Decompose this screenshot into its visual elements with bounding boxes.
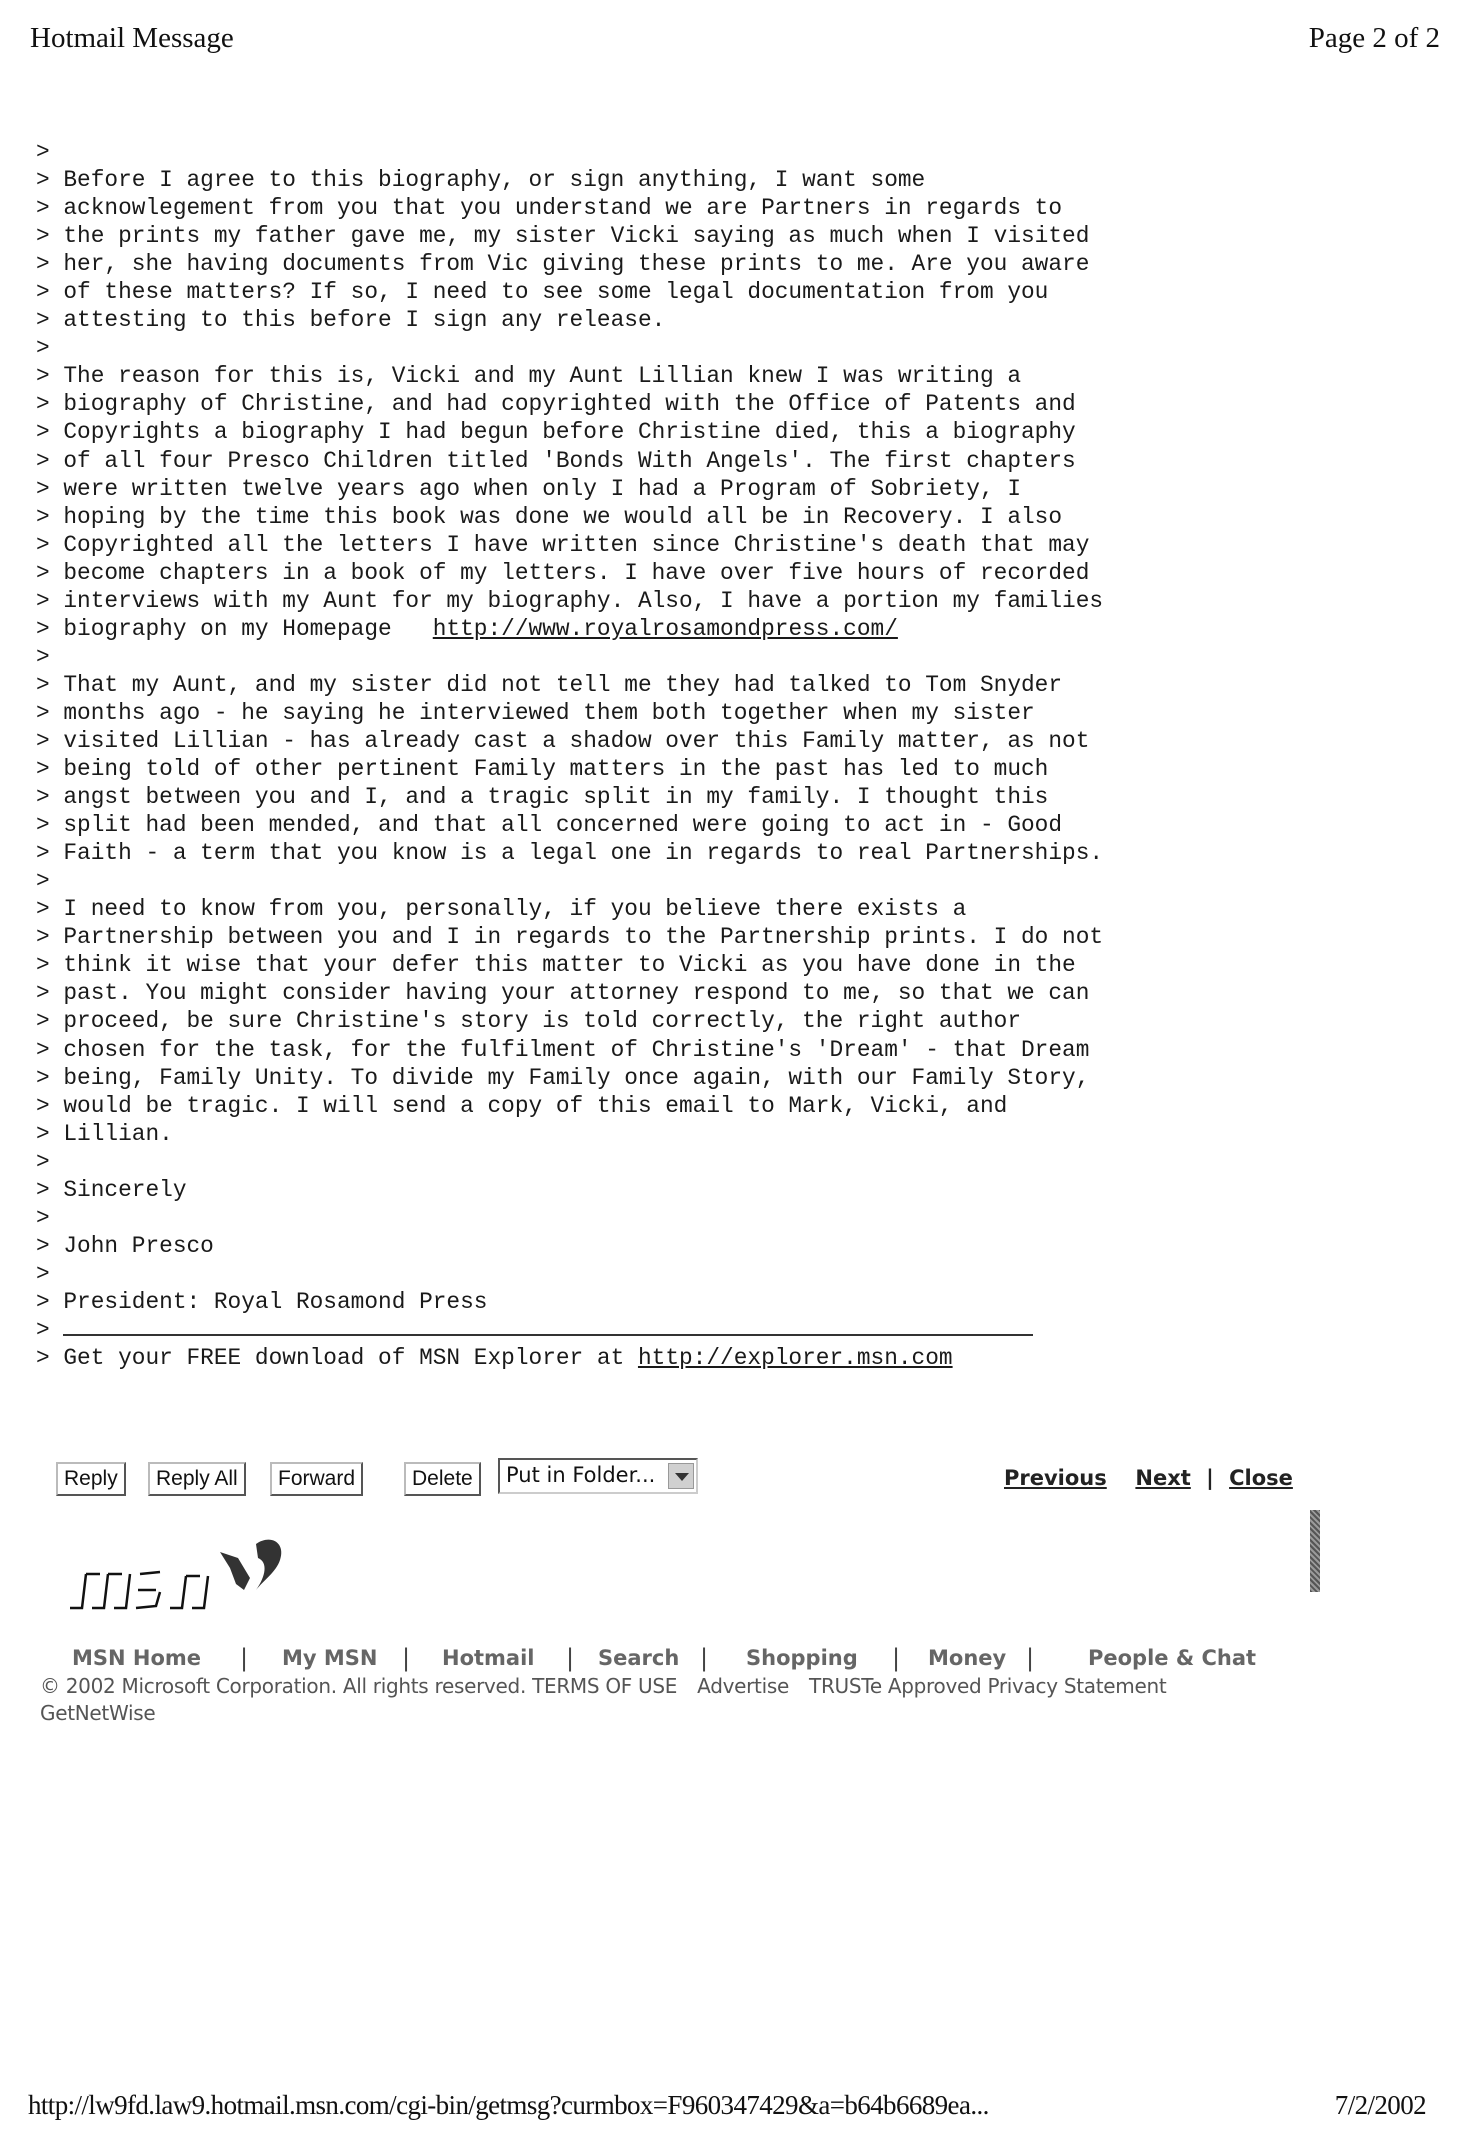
quote-marker: >	[36, 784, 64, 811]
msn-logo-icon	[60, 1530, 310, 1620]
delete-button[interactable]: Delete	[404, 1462, 481, 1496]
quoted-line	[36, 447, 1236, 475]
quote-marker: >	[36, 1008, 64, 1035]
quote-marker: >	[36, 896, 64, 923]
dropdown-arrow-icon[interactable]	[668, 1463, 694, 1489]
quote-marker: >	[36, 139, 64, 165]
quoted-line	[36, 1260, 1236, 1288]
quoted-line	[36, 559, 1236, 587]
message-nav	[1004, 1466, 1293, 1490]
scrollbar-fragment	[1310, 1510, 1320, 1592]
quoted-line	[36, 1036, 1236, 1064]
footer-link-people-chat[interactable]: People & Chat	[1088, 1646, 1257, 1670]
quoted-line	[36, 531, 1236, 559]
quote-marker: >	[36, 812, 64, 839]
line-text: I need to know from you, personally, if you believe there exists a	[63, 896, 967, 923]
quoted-line	[36, 390, 1236, 418]
line-text: chosen for the task, for the fulfilment of Christine's 'Dream' - that Dream	[63, 1036, 1090, 1063]
line-text: Before I agree to this biography, or sign anything, I want some	[63, 167, 926, 194]
print-header	[30, 22, 1440, 62]
quoted-line	[36, 923, 1236, 951]
quoted-line	[36, 1064, 1236, 1092]
quote-marker: >	[36, 868, 64, 895]
line-text: think it wise that your defer this matter to Vicki as you have done in the	[63, 952, 1076, 979]
quoted-line	[36, 250, 1236, 278]
quoted-line	[36, 1007, 1236, 1035]
line-text: of all four Presco Children titled 'Bonds With Angels'. The first chapters	[63, 447, 1076, 474]
line-text: being told of other pertinent Family matters in the past has led to much	[63, 756, 1049, 783]
quoted-line	[36, 1232, 1236, 1260]
quoted-line	[36, 839, 1236, 867]
line-text: biography of Christine, and had copyrighted with the Office of Patents and	[63, 391, 1076, 418]
quote-marker: >	[36, 727, 64, 754]
quote-marker: >	[36, 1148, 64, 1175]
quote-marker: >	[36, 1204, 64, 1231]
quote-marker: >	[36, 1232, 64, 1259]
quote-marker: >	[36, 195, 64, 222]
quoted-line	[36, 334, 1236, 362]
reply-all-button[interactable]: Reply All	[148, 1462, 246, 1496]
nav-separator: |	[1206, 1466, 1214, 1490]
quote-marker: >	[36, 531, 64, 558]
footer-link-search[interactable]: Search	[598, 1646, 680, 1670]
line-text: angst between you and I, and a tragic split in my family. I thought this	[63, 784, 1049, 811]
quote-marker: >	[36, 251, 64, 278]
line-text: attesting to this before I sign any release.	[63, 307, 666, 334]
msn-explorer-link[interactable]: http://explorer.msn.com	[637, 1345, 953, 1372]
quote-marker: >	[36, 1092, 64, 1119]
line-text: Copyrighted all the letters I have written since Christine's death that may	[63, 531, 1090, 558]
line-text: Partnership between you and I in regards to the Partnership prints. I do not	[63, 924, 1104, 951]
next-link[interactable]: Next	[1135, 1466, 1191, 1490]
quote-marker: >	[36, 1316, 64, 1343]
quoted-line	[36, 306, 1236, 334]
line-text: her, she having documents from Vic giving these prints to me. Are you aware	[63, 251, 1090, 278]
quote-marker: >	[36, 1260, 64, 1287]
quoted-line	[36, 1092, 1236, 1120]
quoted-line	[36, 1288, 1236, 1316]
quote-marker: >	[36, 671, 64, 698]
quote-marker: >	[36, 924, 64, 951]
footer-link-hotmail[interactable]: Hotmail	[442, 1646, 535, 1670]
privacy-statement-link[interactable]: TRUSTe Approved Privacy Statement	[809, 1674, 1167, 1698]
copyright-text: © 2002 Microsoft Corporation. All rights reserved.	[40, 1674, 526, 1698]
line-text: of these matters? If so, I need to see some legal documentation from you	[63, 279, 1049, 306]
quote-marker: >	[36, 559, 64, 586]
line-text: President: Royal Rosamond Press	[63, 1288, 488, 1315]
msn-promo-text: Get your FREE download of MSN Explorer at	[63, 1345, 638, 1372]
quote-marker: >	[36, 980, 64, 1007]
footer-separator: |	[402, 1644, 411, 1672]
quote-marker: >	[36, 335, 64, 362]
footer-separator: |	[240, 1644, 249, 1672]
quoted-line	[36, 867, 1236, 895]
quote-marker: >	[36, 1288, 64, 1315]
quote-marker: >	[36, 1064, 64, 1091]
line-text: That my Aunt, and my sister did not tell me they had talked to Tom Snyder	[63, 671, 1063, 698]
quote-marker: >	[36, 756, 64, 783]
line-text: John Presco	[63, 1232, 214, 1259]
line-text: split had been mended, and that all concerned were going to act in - Good	[63, 812, 1063, 839]
line-text: proceed, be sure Christine's story is told correctly, the right author	[63, 1008, 1022, 1035]
message-body	[36, 138, 1236, 1372]
quote-marker: >	[36, 167, 64, 194]
quote-marker: >	[36, 419, 64, 446]
quoted-line	[36, 166, 1236, 194]
line-text: Copyrights a biography I had begun before Christine died, this a biography	[63, 419, 1076, 446]
print-title: Hotmail Message	[30, 22, 234, 54]
footer-separator: |	[1026, 1644, 1035, 1672]
print-footer	[28, 2090, 1426, 2126]
quote-marker: >	[36, 1345, 64, 1372]
getnetwise-link[interactable]: GetNetWise	[40, 1701, 156, 1725]
quoted-line	[36, 727, 1236, 755]
quoted-line	[36, 418, 1236, 446]
quote-marker: >	[36, 447, 64, 474]
quoted-line	[36, 278, 1236, 306]
line-text: being, Family Unity. To divide my Family once again, with our Family Story,	[63, 1064, 1090, 1091]
footer-separator: |	[892, 1644, 901, 1672]
quoted-line	[36, 951, 1236, 979]
homepage-text: biography on my Homepage	[63, 615, 433, 642]
line-text: hoping by the time this book was done we would all be in Recovery. I also	[63, 503, 1063, 530]
line-text: visited Lillian - has already cast a shadow over this Family matter, as not	[63, 727, 1090, 754]
line-text: interviews with my Aunt for my biography. Also, I have a portion my families	[63, 587, 1104, 614]
quoted-line	[36, 222, 1236, 250]
line-text: months ago - he saying he interviewed them both together when my sister	[63, 699, 1035, 726]
quoted-line	[36, 979, 1236, 1007]
quote-marker: >	[36, 643, 64, 670]
quote-marker: >	[36, 279, 64, 306]
line-text: Lillian.	[63, 1120, 173, 1147]
quoted-line	[36, 1176, 1236, 1204]
line-text: Sincerely	[63, 1176, 187, 1203]
quoted-line	[36, 1120, 1236, 1148]
quoted-line	[36, 194, 1236, 222]
quote-marker: >	[36, 840, 64, 867]
signature-divider	[63, 1334, 1033, 1336]
previous-link[interactable]: Previous	[1004, 1466, 1107, 1490]
footer-link-money[interactable]: Money	[928, 1646, 1007, 1670]
quote-marker: >	[36, 952, 64, 979]
quoted-line	[36, 811, 1236, 839]
advertise-link[interactable]: Advertise	[697, 1674, 789, 1698]
footer-link-msn-home[interactable]: MSN Home	[72, 1646, 202, 1670]
legal-footer	[40, 1673, 1280, 1727]
quoted-line	[36, 699, 1236, 727]
quoted-line	[36, 783, 1236, 811]
quoted-line	[36, 362, 1236, 390]
quote-marker: >	[36, 1120, 64, 1147]
forward-button[interactable]: Forward	[270, 1462, 363, 1496]
quoted-line	[36, 895, 1236, 923]
quote-marker: >	[36, 475, 64, 502]
page-number: Page 2 of 2	[1308, 22, 1440, 54]
quoted-line	[36, 671, 1236, 699]
quoted-line	[36, 1344, 1236, 1372]
print-date: 7/2/2002	[1334, 2090, 1426, 2120]
quoted-line	[36, 475, 1236, 503]
quoted-line	[36, 138, 1236, 166]
quote-marker: >	[36, 615, 64, 642]
quote-marker: >	[36, 223, 64, 250]
folder-select-value: Put in Folder...	[506, 1463, 656, 1487]
line-text: become chapters in a book of my letters. I have over five hours of recorded	[63, 559, 1090, 586]
quote-marker: >	[36, 503, 64, 530]
quoted-line	[36, 1316, 1236, 1344]
line-text: the prints my father gave me, my sister Vicki saying as much when I visited	[63, 223, 1090, 250]
close-link[interactable]: Close	[1229, 1466, 1293, 1490]
reply-button[interactable]: Reply	[56, 1462, 126, 1496]
quoted-line	[36, 643, 1236, 671]
quoted-line	[36, 587, 1236, 615]
line-text: were written twelve years ago when only I had a Program of Sobriety, I	[63, 475, 1022, 502]
footer-separator: |	[566, 1644, 575, 1672]
line-text: would be tragic. I will send a copy of this email to Mark, Vicki, and	[63, 1092, 1008, 1119]
quoted-line	[36, 503, 1236, 531]
line-text: past. You might consider having your attorney respond to me, so that we can	[63, 980, 1090, 1007]
quote-marker: >	[36, 363, 64, 390]
homepage-link[interactable]: http://www.royalrosamondpress.com/	[432, 615, 898, 642]
quoted-line	[36, 755, 1236, 783]
quoted-line	[36, 1148, 1236, 1176]
quote-marker: >	[36, 587, 64, 614]
line-text: Faith - a term that you know is a legal one in regards to real Partnerships.	[63, 840, 1104, 867]
quote-marker: >	[36, 391, 64, 418]
quoted-line	[36, 615, 1236, 643]
quote-marker: >	[36, 1176, 64, 1203]
footer-separator: |	[700, 1644, 709, 1672]
quoted-line	[36, 1204, 1236, 1232]
terms-of-use-link[interactable]: TERMS OF USE	[532, 1674, 678, 1698]
line-text: acknowlegement from you that you understand we are Partners in regards to	[63, 195, 1063, 222]
print-url: http://lw9fd.law9.hotmail.msn.com/cgi-bin/getmsg?curmbox=F960347429&a=b64b6689ea...	[28, 2090, 989, 2120]
quote-marker: >	[36, 699, 64, 726]
quote-marker: >	[36, 307, 64, 334]
footer-link-shopping[interactable]: Shopping	[746, 1646, 858, 1670]
quote-marker: >	[36, 1036, 64, 1063]
put-in-folder-select[interactable]	[498, 1458, 698, 1494]
footer-link-my-msn[interactable]: My MSN	[282, 1646, 378, 1670]
line-text: The reason for this is, Vicki and my Aunt Lillian knew I was writing a	[63, 363, 1022, 390]
